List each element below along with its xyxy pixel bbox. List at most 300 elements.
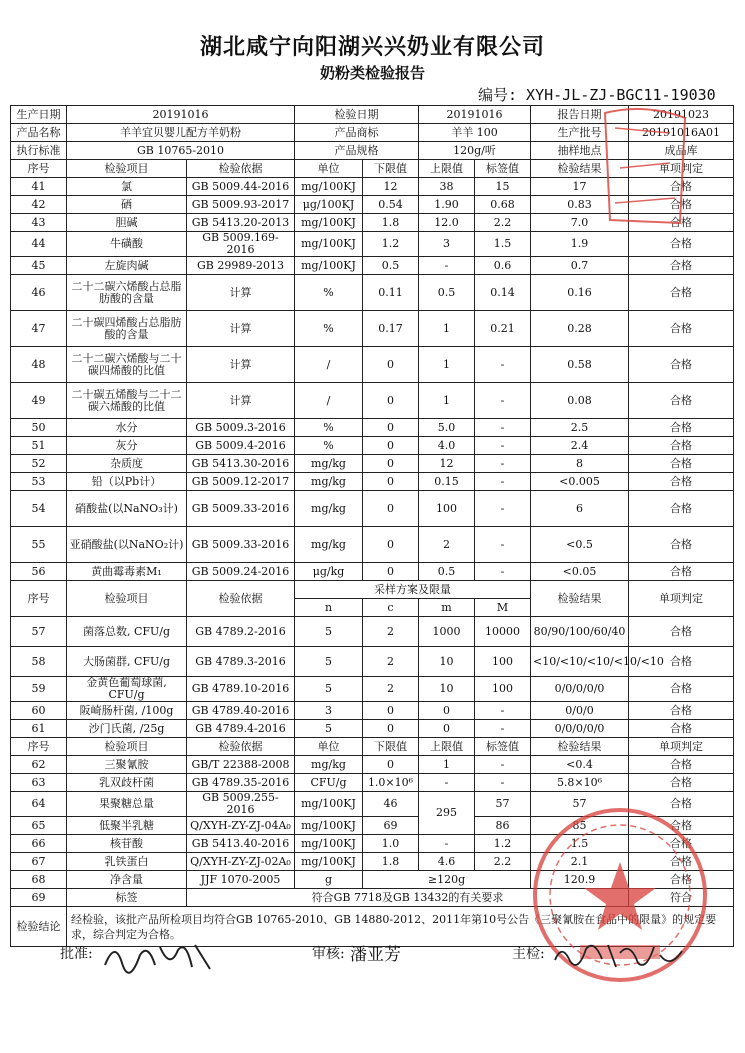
info-label: 检验日期 (295, 106, 419, 124)
table-row (11, 232, 734, 257)
cell: 合格 (629, 347, 734, 383)
approve-label: 批准: (60, 946, 93, 962)
header-cell: M (475, 599, 531, 617)
cell: 7.0 (531, 214, 629, 232)
cell: 计算 (187, 347, 295, 383)
cell: 295 (419, 792, 475, 835)
cell: - (475, 455, 531, 473)
cell: 5 (295, 617, 363, 647)
cell: 1000 (419, 617, 475, 647)
table-row (11, 720, 734, 738)
cell: ≥120g (363, 871, 531, 889)
cell: mg/kg (295, 491, 363, 527)
cell: 42 (11, 196, 67, 214)
cell: 净含量 (67, 871, 187, 889)
cell: 50 (11, 419, 67, 437)
cell: mg/kg (295, 473, 363, 491)
cell: 5 (295, 677, 363, 702)
info-value: 20191016 (67, 106, 295, 124)
cell: 符合 (629, 889, 734, 907)
cell: 2 (419, 527, 475, 563)
info-label: 抽样地点 (531, 142, 629, 160)
table3-header (11, 738, 734, 756)
cell: 标签 (67, 889, 187, 907)
cell: 100 (475, 647, 531, 677)
cell: 0 (363, 702, 419, 720)
table-row (11, 756, 734, 774)
cell: 水分 (67, 419, 187, 437)
cell: 38 (419, 178, 475, 196)
header-cell: n (295, 599, 363, 617)
cell: 2.5 (531, 419, 629, 437)
cell: 二十二碳六烯酸与二十碳四烯酸的比值 (67, 347, 187, 383)
table-row (11, 419, 734, 437)
cell: 0 (363, 720, 419, 738)
cell: 12 (419, 455, 475, 473)
cell: 44 (11, 232, 67, 257)
cell: GB 5009.33-2016 (187, 491, 295, 527)
cell: 5.0 (419, 419, 475, 437)
cell: 46 (11, 275, 67, 311)
qc-stamp-top (600, 108, 690, 228)
cell: 合格 (629, 774, 734, 792)
cell: 1.0 (363, 835, 419, 853)
table-row (11, 702, 734, 720)
cell: / (295, 347, 363, 383)
info-label: 生产日期 (11, 106, 67, 124)
cell: GB 5009.12-2017 (187, 473, 295, 491)
cell: 计算 (187, 275, 295, 311)
cell: 合格 (629, 419, 734, 437)
cell: 合格 (629, 455, 734, 473)
cell: 0.54 (363, 196, 419, 214)
header-cell: 序号 (11, 738, 67, 756)
cell: mg/100KJ (295, 853, 363, 871)
cell: - (419, 774, 475, 792)
cell: <0.005 (531, 473, 629, 491)
cell: 1.2 (363, 232, 419, 257)
cell: 合格 (629, 817, 734, 835)
table2-header (11, 581, 734, 599)
cell: 48 (11, 347, 67, 383)
cell: 合格 (629, 871, 734, 889)
conclusion-label: 检验结论 (11, 907, 67, 947)
cell: 核苷酸 (67, 835, 187, 853)
inspector-signature (550, 935, 690, 975)
cell: 66 (11, 835, 67, 853)
cell: mg/100KJ (295, 835, 363, 853)
cell: 49 (11, 383, 67, 419)
reviewer-name: 潘亚芳 (350, 945, 401, 965)
cell: 合格 (629, 437, 734, 455)
cell: 合格 (629, 311, 734, 347)
cell: 菌落总数, CFU/g (67, 617, 187, 647)
cell: <0.4 (531, 756, 629, 774)
header-cell: 检验项目 (67, 581, 187, 617)
cell: 0.28 (531, 311, 629, 347)
table-row (11, 527, 734, 563)
cell: 2.4 (531, 437, 629, 455)
cell: 0 (363, 455, 419, 473)
cell: 合格 (629, 853, 734, 871)
cell: 0.14 (475, 275, 531, 311)
cell: 80/90/100/60/40 (531, 617, 629, 647)
table-row (11, 383, 734, 419)
info-label: 报告日期 (531, 106, 629, 124)
cell: 51 (11, 437, 67, 455)
cell: 5 (295, 647, 363, 677)
cell: 合格 (629, 232, 734, 257)
cell: 合格 (629, 178, 734, 196)
cell: % (295, 311, 363, 347)
cell: 金黄色葡萄球菌, CFU/g (67, 677, 187, 702)
cell: GB 4789.40-2016 (187, 702, 295, 720)
company-title: 湖北咸宁向阳湖兴兴奶业有限公司 (199, 34, 545, 60)
cell: mg/100KJ (295, 232, 363, 257)
cell: GB 5009.255-2016 (187, 792, 295, 817)
header-cell: 检验依据 (187, 581, 295, 617)
cell: 合格 (629, 383, 734, 419)
cell: 57 (11, 617, 67, 647)
cell: - (475, 720, 531, 738)
cell: 55 (11, 527, 67, 563)
cell: 硒 (67, 196, 187, 214)
cell: 合格 (629, 275, 734, 311)
cell: 57 (475, 792, 531, 817)
cell: JJF 1070-2005 (187, 871, 295, 889)
cell: 0 (419, 720, 475, 738)
cell: 杂质度 (67, 455, 187, 473)
cell: 合格 (629, 527, 734, 563)
cell: 54 (11, 491, 67, 527)
header-cell: 单项判定 (629, 738, 734, 756)
info-value: 120g/听 (419, 142, 531, 160)
cell: 4.6 (419, 853, 475, 871)
cell: 阪崎肠杆菌, /100g (67, 702, 187, 720)
cell: 铅（以Pb计） (67, 473, 187, 491)
cell: - (475, 419, 531, 437)
table-row (11, 257, 734, 275)
cell: 86 (475, 817, 531, 835)
cell: 1.9 (531, 232, 629, 257)
cell: 符合GB 7718及GB 13432的有关要求 (187, 889, 629, 907)
cell: μg/kg (295, 563, 363, 581)
header-cell: 标签值 (475, 738, 531, 756)
cell: 二十碳五烯酸与二十二碳六烯酸的比值 (67, 383, 187, 419)
cell: GB 5413.20-2013 (187, 214, 295, 232)
header-cell: 上限值 (419, 160, 475, 178)
cell: 12.0 (419, 214, 475, 232)
cell: 合格 (629, 835, 734, 853)
cell: GB/T 22388-2008 (187, 756, 295, 774)
cell: 53 (11, 473, 67, 491)
cell: - (419, 257, 475, 275)
table-row (11, 347, 734, 383)
cell: 0 (363, 419, 419, 437)
cell: 氯 (67, 178, 187, 196)
header-cell: 检验依据 (187, 738, 295, 756)
cell: 0 (363, 756, 419, 774)
cell: 合格 (629, 702, 734, 720)
info-label: 执行标准 (11, 142, 67, 160)
serial-number: 编号: XYH-JL-ZJ-BGC11-19030 (478, 86, 716, 104)
cell: mg/100KJ (295, 214, 363, 232)
cell: - (475, 527, 531, 563)
cell: mg/kg (295, 527, 363, 563)
table1-body (11, 178, 734, 581)
cell: 0 (363, 437, 419, 455)
cell: GB 5009.44-2016 (187, 178, 295, 196)
cell: 合格 (629, 491, 734, 527)
cell: 0 (363, 527, 419, 563)
cell: 果聚糖总量 (67, 792, 187, 817)
cell: 0.11 (363, 275, 419, 311)
cell: 0 (363, 347, 419, 383)
cell: 1.90 (419, 196, 475, 214)
cell: g (295, 871, 363, 889)
cell: - (475, 347, 531, 383)
header-cell: 标签值 (475, 160, 531, 178)
cell: GB 4789.3-2016 (187, 647, 295, 677)
cell: 0 (363, 383, 419, 419)
table-row (11, 437, 734, 455)
header-cell: 下限值 (363, 738, 419, 756)
info-value: 羊羊 100 (419, 124, 531, 142)
cell: GB 4789.10-2016 (187, 677, 295, 702)
cell: mg/100KJ (295, 792, 363, 817)
cell: 46 (363, 792, 419, 817)
cell: - (475, 383, 531, 419)
cell: Q/XYH-ZY-ZJ-02A₀ (187, 853, 295, 871)
cell: 3 (419, 232, 475, 257)
cell: mg/kg (295, 756, 363, 774)
cell: 0.5 (419, 563, 475, 581)
cell: 三聚氰胺 (67, 756, 187, 774)
info-label: 产品名称 (11, 124, 67, 142)
info-value: 20191016A01 (629, 124, 734, 142)
cell: 61 (11, 720, 67, 738)
cell: 2 (363, 647, 419, 677)
cell: 100 (419, 491, 475, 527)
cell: 1.8 (363, 214, 419, 232)
table-row (11, 774, 734, 792)
cell: GB 5413.40-2016 (187, 835, 295, 853)
header-cell: 下限值 (363, 160, 419, 178)
cell: <10/<10/<10/<10/<10 (531, 647, 629, 677)
cell: 43 (11, 214, 67, 232)
cell: 1 (419, 347, 475, 383)
cell: 10 (419, 677, 475, 702)
cell: 合格 (629, 720, 734, 738)
header-cell: 序号 (11, 160, 67, 178)
cell: mg/100KJ (295, 257, 363, 275)
cell: - (475, 437, 531, 455)
cell: 合格 (629, 214, 734, 232)
cell: GB 4789.2-2016 (187, 617, 295, 647)
cell: 合格 (629, 756, 734, 774)
cell: 0.15 (419, 473, 475, 491)
cell: 0 (363, 473, 419, 491)
cell: - (475, 702, 531, 720)
cell: mg/100KJ (295, 817, 363, 835)
cell: 67 (11, 853, 67, 871)
cell: % (295, 437, 363, 455)
cell: 0.21 (475, 311, 531, 347)
cell: 0/0/0/0/0 (531, 720, 629, 738)
cell: / (295, 383, 363, 419)
cell: - (475, 491, 531, 527)
cell: 计算 (187, 383, 295, 419)
cell: - (475, 563, 531, 581)
cell: 亚硝酸盐(以NaNO₂计) (67, 527, 187, 563)
table-row (11, 275, 734, 311)
cell: 1.5 (475, 232, 531, 257)
cell: 8 (531, 455, 629, 473)
cell: 60 (11, 702, 67, 720)
cell: 52 (11, 455, 67, 473)
cell: 1 (419, 756, 475, 774)
cell: GB 4789.4-2016 (187, 720, 295, 738)
cell: 0 (363, 563, 419, 581)
cell: 12 (363, 178, 419, 196)
cell: 59 (11, 677, 67, 702)
cell: 0.7 (531, 257, 629, 275)
cell: 1.0×10⁶ (363, 774, 419, 792)
cell: 0/0/0/0/0 (531, 677, 629, 702)
cell: 5.8×10⁶ (531, 774, 629, 792)
cell: 1 (419, 383, 475, 419)
cell: 64 (11, 792, 67, 817)
cell: 2 (363, 617, 419, 647)
info-value: 成品库 (629, 142, 734, 160)
cell: 2.2 (475, 853, 531, 871)
header-cell: c (363, 599, 419, 617)
cell: 47 (11, 311, 67, 347)
cell: 乳铁蛋白 (67, 853, 187, 871)
cell: GB 5009.3-2016 (187, 419, 295, 437)
cell: 65 (11, 817, 67, 835)
cell: 2.2 (475, 214, 531, 232)
cell: 85 (531, 817, 629, 835)
cell: - (475, 774, 531, 792)
cell: mg/100KJ (295, 178, 363, 196)
cell: % (295, 275, 363, 311)
cell: 合格 (629, 257, 734, 275)
info-value: GB 10765-2010 (67, 142, 295, 160)
approver-signature (100, 935, 220, 975)
signature-area (0, 935, 745, 975)
cell: 2 (363, 677, 419, 702)
cell: 0 (419, 702, 475, 720)
cell: 56 (11, 563, 67, 581)
cell: 黄曲霉毒素M₁ (67, 563, 187, 581)
cell: % (295, 419, 363, 437)
cell: 灰分 (67, 437, 187, 455)
table-row (11, 647, 734, 677)
cell: 5 (295, 720, 363, 738)
info-value: 20191016 (419, 106, 531, 124)
cell: 0.68 (475, 196, 531, 214)
cell: 120.9 (531, 871, 629, 889)
cell: 合格 (629, 617, 734, 647)
cell: 二十二碳六烯酸占总脂肪酸的含量 (67, 275, 187, 311)
cell: GB 5009.4-2016 (187, 437, 295, 455)
cell: GB 5009.169-2016 (187, 232, 295, 257)
table2-body (11, 617, 734, 738)
cell: 低聚半乳糖 (67, 817, 187, 835)
cell: 10000 (475, 617, 531, 647)
cell: 0.58 (531, 347, 629, 383)
table-row (11, 677, 734, 702)
header-cell: m (419, 599, 475, 617)
cell: 69 (11, 889, 67, 907)
cell: 左旋肉碱 (67, 257, 187, 275)
cell: mg/kg (295, 455, 363, 473)
cell: <0.5 (531, 527, 629, 563)
cell: - (419, 835, 475, 853)
header-cell: 单位 (295, 738, 363, 756)
cell: GB 5009.24-2016 (187, 563, 295, 581)
cell: 2.1 (531, 853, 629, 871)
cell: GB 5009.33-2016 (187, 527, 295, 563)
header-cell: 检验结果 (531, 581, 629, 617)
cell: 大肠菌群, CFU/g (67, 647, 187, 677)
header-cell: 检验项目 (67, 160, 187, 178)
cell: 合格 (629, 196, 734, 214)
cell: 4.0 (419, 437, 475, 455)
cell: Q/XYH-ZY-ZJ-04A₀ (187, 817, 295, 835)
cell: 0 (363, 491, 419, 527)
cell: 合格 (629, 647, 734, 677)
cell: 6 (531, 491, 629, 527)
cell: 1.5 (531, 835, 629, 853)
header-cell: 单项判定 (629, 581, 734, 617)
header-cell: 单位 (295, 160, 363, 178)
table-row (11, 617, 734, 647)
cell: 17 (531, 178, 629, 196)
cell: 0.5 (363, 257, 419, 275)
cell: 0.08 (531, 383, 629, 419)
cell: 牛磺酸 (67, 232, 187, 257)
cell: 1.8 (363, 853, 419, 871)
cell: 乳双歧杆菌 (67, 774, 187, 792)
review-label: 审核: (312, 946, 345, 962)
table-row (11, 491, 734, 527)
cell: CFU/g (295, 774, 363, 792)
table-row (11, 455, 734, 473)
cell: GB 5009.93-2017 (187, 196, 295, 214)
info-label: 产品商标 (295, 124, 419, 142)
cell: 69 (363, 817, 419, 835)
header-cell: 检验依据 (187, 160, 295, 178)
cell: 100 (475, 677, 531, 702)
cell: 计算 (187, 311, 295, 347)
cell: 41 (11, 178, 67, 196)
cell: 0.5 (419, 275, 475, 311)
header-cell: 检验结果 (531, 160, 629, 178)
header-cell: 检验结果 (531, 738, 629, 756)
cell: - (475, 473, 531, 491)
cell: 58 (11, 647, 67, 677)
header-cell: 采样方案及限量 (295, 581, 531, 599)
cell: 沙门氏菌, /25g (67, 720, 187, 738)
conclusion-text: 经检验，该批产品所检项目均符合GB 10765-2010、GB 14880-2012、2011年第10号公告《三聚氰胺在食品中的限量》的规定要求，综合判定为合格。 (67, 907, 734, 947)
cell: 0/0/0 (531, 702, 629, 720)
cell: <0.05 (531, 563, 629, 581)
cell: 合格 (629, 473, 734, 491)
cell: 合格 (629, 677, 734, 702)
table-row (11, 473, 734, 491)
